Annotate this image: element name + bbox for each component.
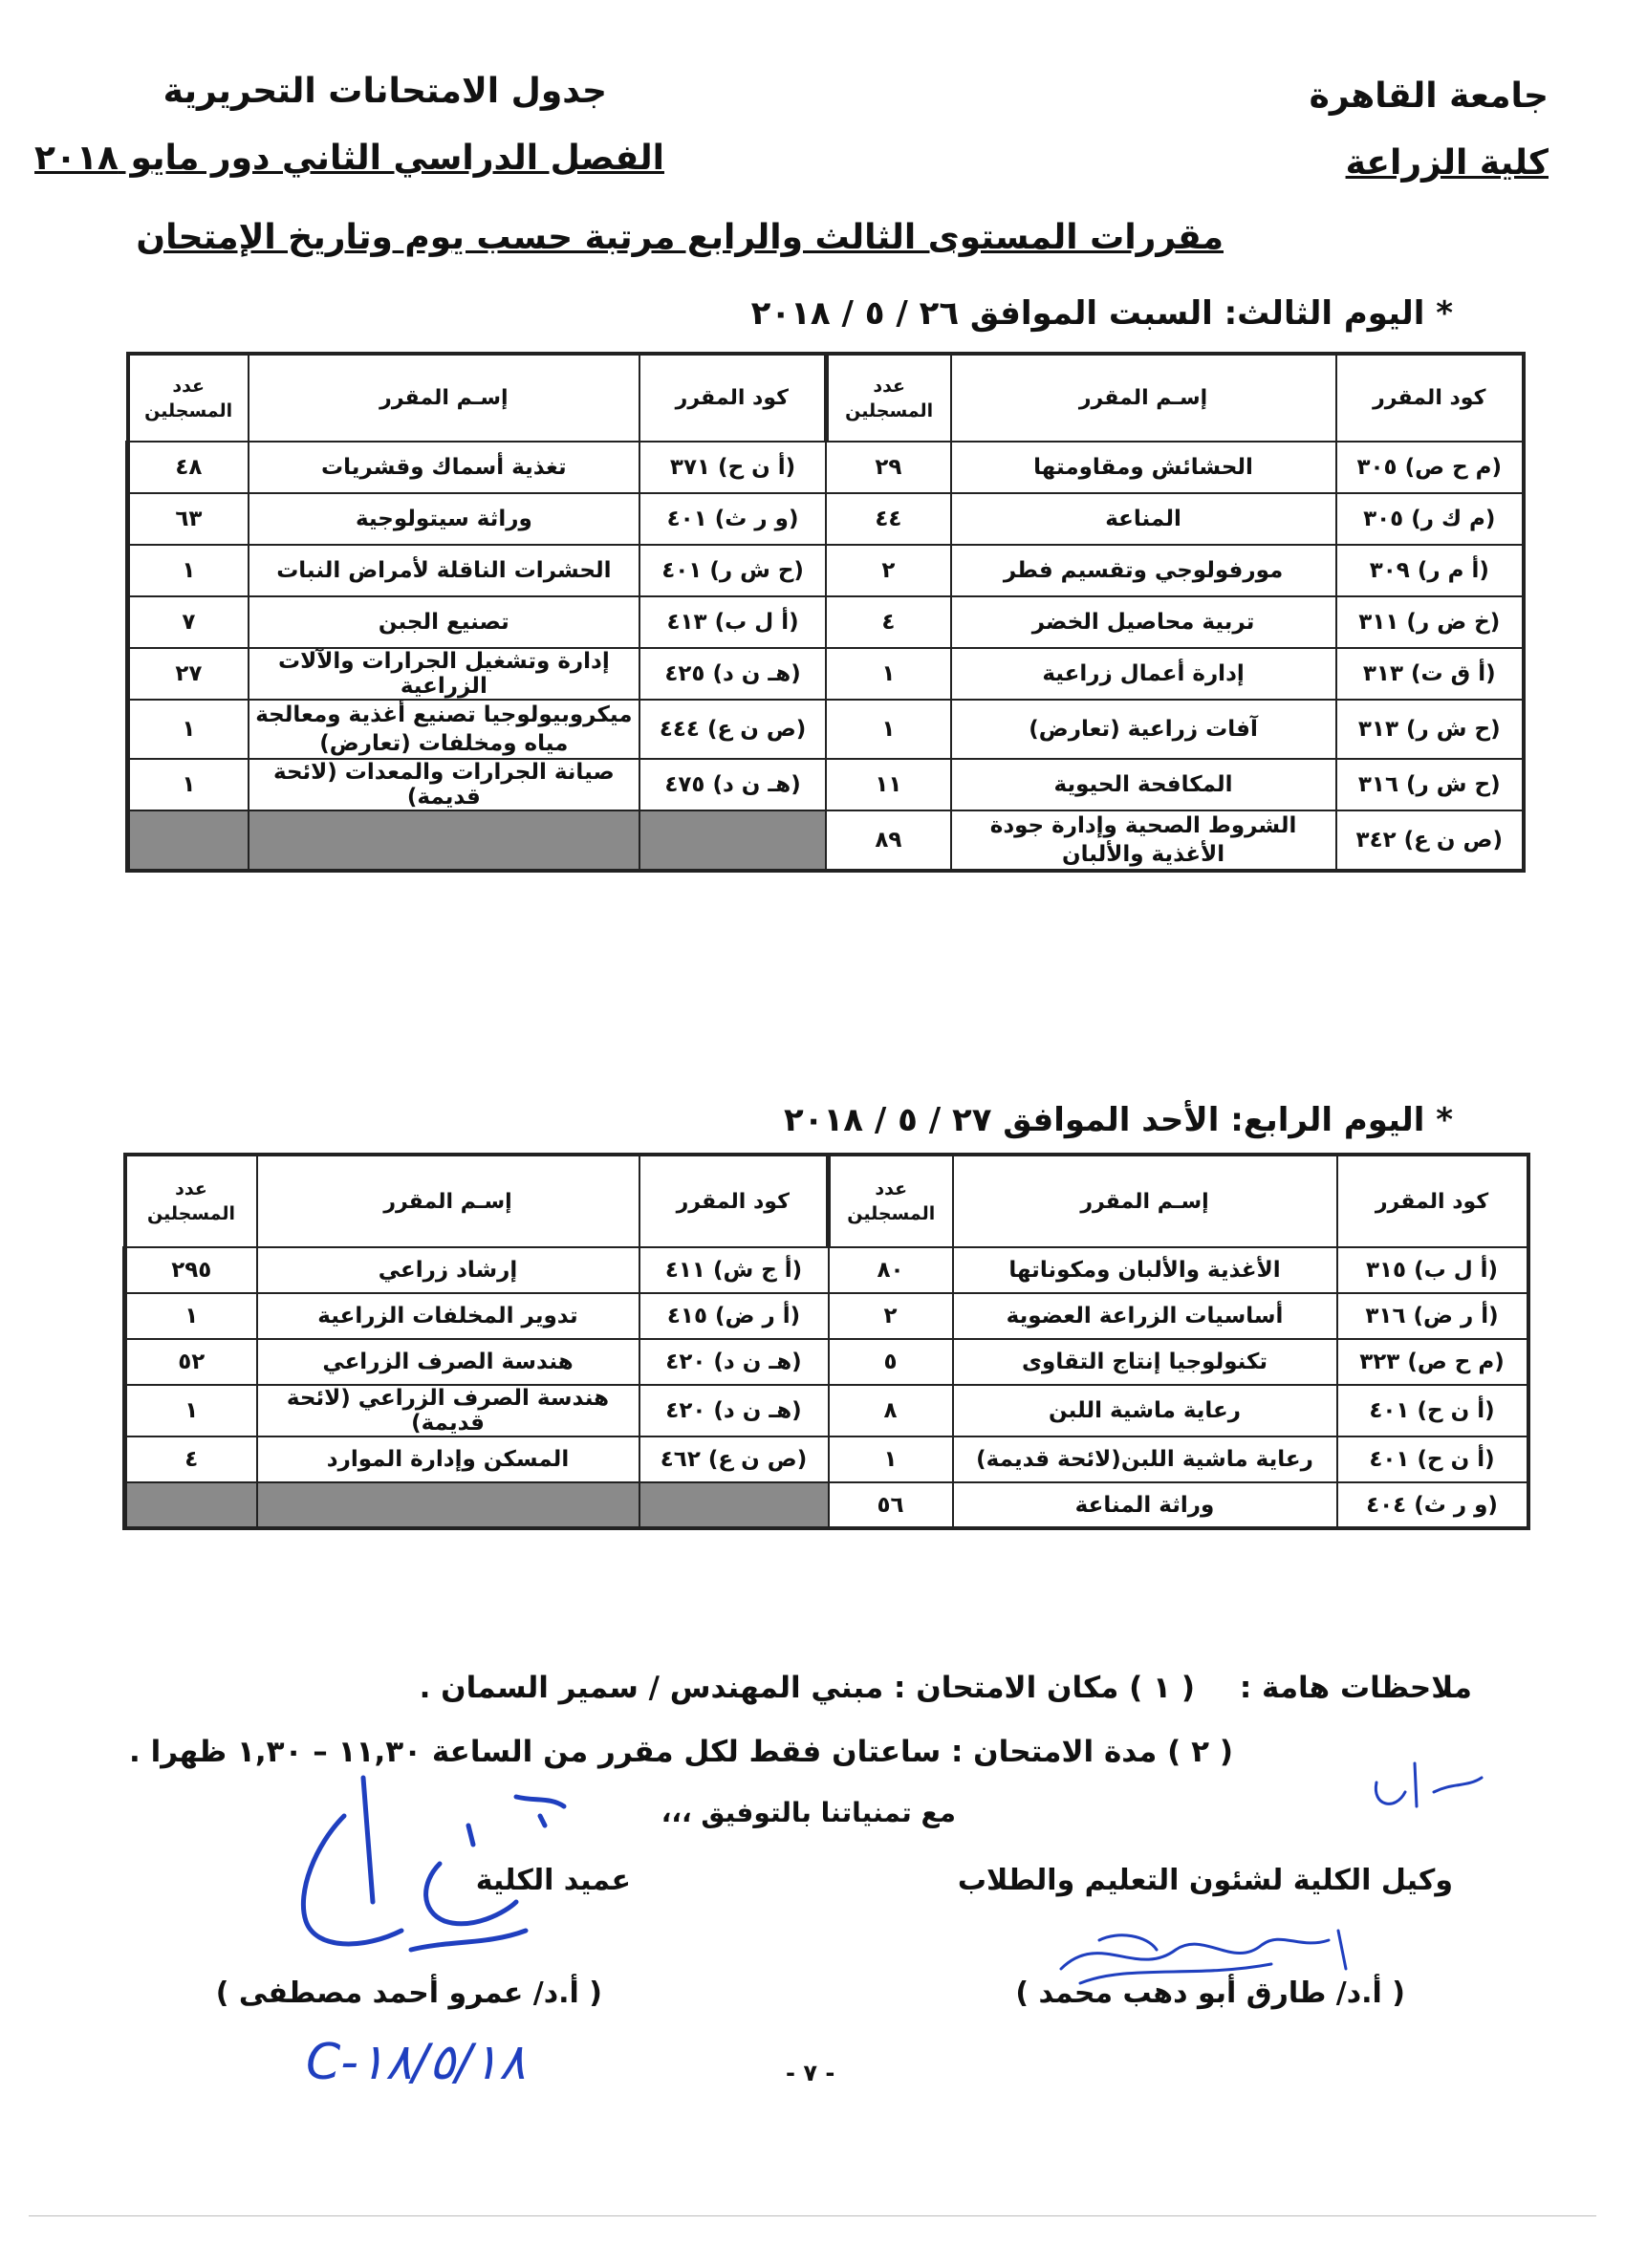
table-row bbox=[128, 810, 1525, 871]
cell-code: (أ ج ش) ٤١١ bbox=[639, 1247, 829, 1293]
closing-wishes: مع تمنياتنا بالتوفيق ،،، bbox=[661, 1797, 956, 1828]
table-row bbox=[128, 596, 1525, 648]
note-2: ( ٢ ) مدة الامتحان : ساعتان فقط لكل مقرر من الساعة ١١,٣٠ – ١,٣٠ ظهرا . bbox=[129, 1735, 1233, 1769]
vice-dean-signature bbox=[1042, 1912, 1386, 1998]
cell-name: ميكروبيولوجيا تصنيع أغذية ومعالجة مياه ومخلفات (تعارض) bbox=[249, 700, 639, 759]
cell-count: ٢ bbox=[829, 1293, 953, 1339]
cell-count: ٤٤ bbox=[826, 493, 950, 545]
handwritten-date: C-١٨/٥/١٨ bbox=[306, 2034, 526, 2091]
cell-code: (ص ن ع) ٤٦٢ bbox=[639, 1436, 829, 1482]
cell-code: (هـ ن د) ٤٢٥ bbox=[639, 648, 826, 700]
cell-name: صيانة الجرارات والمعدات (لائحة قديمة) bbox=[249, 759, 639, 810]
cell-code: (و ر ث) ٤٠٤ bbox=[1337, 1482, 1528, 1528]
cell-name: تغذية أسماك وقشريات bbox=[249, 442, 639, 493]
cell-code: (م ح ص) ٣٠٥ bbox=[1336, 442, 1524, 493]
cell-name: إدارة أعمال زراعية bbox=[951, 648, 1336, 700]
dean-title: عميد الكلية bbox=[475, 1864, 631, 1897]
cell-code: (ح ش ر) ٣١٦ bbox=[1336, 759, 1524, 810]
cell-name: تكنولوجيا إنتاج التقاوى bbox=[953, 1339, 1337, 1385]
cell-count: ١ bbox=[125, 1293, 257, 1339]
cell-name: تدوير المخلفات الزراعية bbox=[257, 1293, 639, 1339]
cell-code: (هـ ن د) ٤٧٥ bbox=[639, 759, 826, 810]
cell-code: (أ ن ح) ٣٧١ bbox=[639, 442, 826, 493]
cell-count: ٢٧ bbox=[128, 648, 249, 700]
university-name: جامعة القاهرة bbox=[1309, 76, 1549, 116]
empty-cell bbox=[128, 810, 249, 871]
cell-name: تربية محاصيل الخضر bbox=[951, 596, 1336, 648]
semester-line: الفصل الدراسي الثاني دور مايو ٢٠١٨ bbox=[34, 139, 664, 178]
table-row bbox=[128, 759, 1525, 810]
cell-name: هندسة الصرف الزراعي (لائحة قديمة) bbox=[257, 1385, 639, 1436]
cell-count: ٢ bbox=[826, 545, 950, 596]
cell-count: ١ bbox=[829, 1436, 953, 1482]
cell-count: ٤ bbox=[125, 1436, 257, 1482]
cell-count: ٢٩ bbox=[826, 442, 950, 493]
table-row bbox=[128, 700, 1525, 759]
cell-count: ٢٩٥ bbox=[125, 1247, 257, 1293]
cell-code: (أ ل ب) ٤١٣ bbox=[639, 596, 826, 648]
day4-title: * اليوم الرابع: الأحد الموافق ٢٧ / ٥ / ٢٠١٨ bbox=[783, 1101, 1453, 1139]
table-row bbox=[125, 1385, 1528, 1436]
header-code: كود المقرر bbox=[639, 1155, 829, 1247]
header-count: عدد المسجلين bbox=[829, 1155, 953, 1247]
table-row bbox=[125, 1247, 1528, 1293]
table-row bbox=[128, 442, 1525, 493]
cell-code: (ح ش ر) ٤٠١ bbox=[639, 545, 826, 596]
cell-count: ١ bbox=[826, 648, 950, 700]
table-row bbox=[125, 1482, 1528, 1528]
cell-count: ٧ bbox=[128, 596, 249, 648]
cell-code: (خ ض ر) ٣١١ bbox=[1336, 596, 1524, 648]
cell-code: (م ك ر) ٣٠٥ bbox=[1336, 493, 1524, 545]
cell-count: ١ bbox=[826, 700, 950, 759]
vice-dean-name: ( أ.د/ طارق أبو دهب محمد ) bbox=[1015, 1976, 1405, 2010]
empty-cell bbox=[639, 1482, 829, 1528]
cell-name: تصنيع الجبن bbox=[249, 596, 639, 648]
day4-table bbox=[122, 1153, 1530, 1530]
cell-name: وراثة المناعة bbox=[953, 1482, 1337, 1528]
cell-code: (أ م ر) ٣٠٩ bbox=[1336, 545, 1524, 596]
cell-count: ١ bbox=[128, 700, 249, 759]
cell-count: ٨ bbox=[829, 1385, 953, 1436]
cell-code: (هـ ن د) ٤٢٠ bbox=[639, 1385, 829, 1436]
cell-count: ١ bbox=[128, 759, 249, 810]
cell-name: إرشاد زراعي bbox=[257, 1247, 639, 1293]
cell-count: ٤٨ bbox=[128, 442, 249, 493]
cell-count: ٨٠ bbox=[829, 1247, 953, 1293]
cell-code: (ص ن ع) ٤٤٤ bbox=[639, 700, 826, 759]
header-name: إسـم المقرر bbox=[257, 1155, 639, 1247]
cell-code: (أ ر ض) ٣١٦ bbox=[1337, 1293, 1528, 1339]
page-number: - ٧ - bbox=[786, 2060, 835, 2086]
cell-name: هندسة الصرف الزراعي bbox=[257, 1339, 639, 1385]
cell-count: ٤ bbox=[826, 596, 950, 648]
dean-name: ( أ.د/ عمرو أحمد مصطفى ) bbox=[215, 1976, 602, 2010]
cell-code: (أ ق ت) ٣١٣ bbox=[1336, 648, 1524, 700]
cell-name: رعاية ماشية اللبن bbox=[953, 1385, 1337, 1436]
doc-title: جدول الامتحانات التحريرية bbox=[162, 72, 607, 111]
cell-code: (و ر ث) ٤٠١ bbox=[639, 493, 826, 545]
header-name: إسـم المقرر bbox=[951, 354, 1336, 442]
header-name: إسـم المقرر bbox=[953, 1155, 1337, 1247]
cell-count: ٦٣ bbox=[128, 493, 249, 545]
cell-name: أساسيات الزراعة العضوية bbox=[953, 1293, 1337, 1339]
header-count: عدد المسجلين bbox=[128, 354, 249, 442]
cell-code: (م ح ص) ٣٢٣ bbox=[1337, 1339, 1528, 1385]
table-row bbox=[128, 493, 1525, 545]
table-row bbox=[125, 1339, 1528, 1385]
cell-name: الأغذية والألبان ومكوناتها bbox=[953, 1247, 1337, 1293]
header-name: إسـم المقرر bbox=[249, 354, 639, 442]
vice-dean-title: وكيل الكلية لشئون التعليم والطلاب bbox=[957, 1864, 1453, 1897]
cell-name: الحشائش ومقاومتها bbox=[951, 442, 1336, 493]
cell-code: (أ ر ض) ٤١٥ bbox=[639, 1293, 829, 1339]
cell-code: (أ ل ب) ٣١٥ bbox=[1337, 1247, 1528, 1293]
cell-name: الشروط الصحية وإدارة جودة الأغذية والألبان bbox=[951, 810, 1336, 871]
cell-count: ١١ bbox=[826, 759, 950, 810]
empty-cell bbox=[249, 810, 639, 871]
cell-code: (ص ن ع) ٣٤٢ bbox=[1336, 810, 1524, 871]
header-code: كود المقرر bbox=[1336, 354, 1524, 442]
faculty-name: كلية الزراعة bbox=[1345, 143, 1549, 183]
day3-title: * اليوم الثالث: السبت الموافق ٢٦ / ٥ / ٢٠١٨ bbox=[750, 294, 1453, 333]
cell-code: (ح ش ر) ٣١٣ bbox=[1336, 700, 1524, 759]
cell-name: آفات زراعية (تعارض) bbox=[951, 700, 1336, 759]
cell-name: وراثة سيتولوجية bbox=[249, 493, 639, 545]
header-code: كود المقرر bbox=[1337, 1155, 1528, 1247]
header-code: كود المقرر bbox=[639, 354, 826, 442]
note-1: ( ١ ) مكان الامتحان : مبني المهندس / سمير السمان . bbox=[419, 1671, 1195, 1705]
dean-signature bbox=[277, 1759, 621, 1998]
empty-cell bbox=[125, 1482, 257, 1528]
notes-label: ملاحظات هامة : bbox=[1239, 1671, 1472, 1705]
cell-name: الحشرات الناقلة لأمراض النبات bbox=[249, 545, 639, 596]
doc-subtitle: مقررات المستوى الثالث والرابع مرتبة حسب يوم وتاريخ الإمتحان bbox=[136, 218, 1224, 257]
cell-count: ٥ bbox=[829, 1339, 953, 1385]
cell-count: ٥٦ bbox=[829, 1482, 953, 1528]
table-row bbox=[128, 648, 1525, 700]
table-row bbox=[125, 1293, 1528, 1339]
initials-mark bbox=[1357, 1754, 1491, 1830]
cell-name: رعاية ماشية اللبن(لائحة قديمة) bbox=[953, 1436, 1337, 1482]
page-bottom-rule bbox=[29, 2215, 1596, 2216]
cell-name: مورفولوجي وتقسيم فطر bbox=[951, 545, 1336, 596]
cell-count: ٥٢ bbox=[125, 1339, 257, 1385]
cell-name: المسكن وإدارة الموارد bbox=[257, 1436, 639, 1482]
header-count: عدد المسجلين bbox=[826, 354, 950, 442]
cell-count: ٨٩ bbox=[826, 810, 950, 871]
cell-code: (أ ن ح) ٤٠١ bbox=[1337, 1385, 1528, 1436]
cell-name: إدارة وتشغيل الجرارات والآلات الزراعية bbox=[249, 648, 639, 700]
header-count: عدد المسجلين bbox=[125, 1155, 257, 1247]
empty-cell bbox=[639, 810, 826, 871]
cell-code: (هـ ن د) ٤٢٠ bbox=[639, 1339, 829, 1385]
cell-name: المناعة bbox=[951, 493, 1336, 545]
day3-table bbox=[125, 352, 1526, 873]
table-row bbox=[125, 1436, 1528, 1482]
empty-cell bbox=[257, 1482, 639, 1528]
cell-count: ١ bbox=[125, 1385, 257, 1436]
cell-name: المكافحة الحيوية bbox=[951, 759, 1336, 810]
table-row bbox=[128, 545, 1525, 596]
cell-code: (أ ن ح) ٤٠١ bbox=[1337, 1436, 1528, 1482]
cell-count: ١ bbox=[128, 545, 249, 596]
